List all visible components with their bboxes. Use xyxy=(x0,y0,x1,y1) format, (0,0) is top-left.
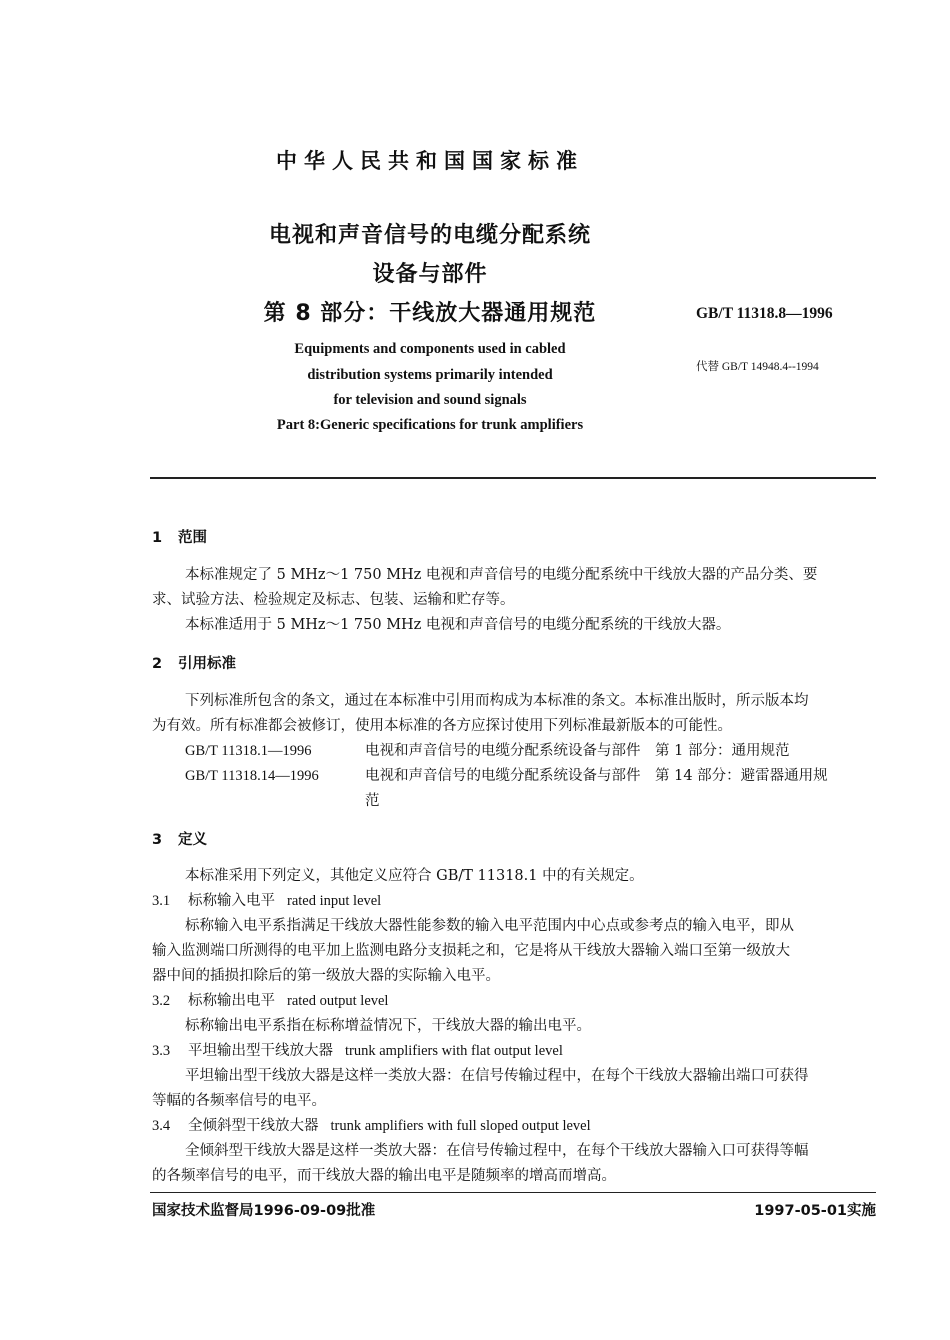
title-cn-line-2: 设备与部件 xyxy=(372,262,488,287)
definition-3-1-heading xyxy=(152,889,381,910)
definition-term-en: rated output level xyxy=(287,993,389,1009)
definition-3-2-heading xyxy=(152,989,388,1010)
effective-date: 1997-05-01实施 xyxy=(754,1203,876,1219)
definition-number: 3.4 xyxy=(152,1118,171,1134)
section-title: 定义 xyxy=(178,832,207,848)
definition-3-4-line1: 全倾斜型干线放大器是这样一类放大器：在信号传输过程中，在每个干线放大器输入口可获得等幅 xyxy=(185,1143,809,1159)
definition-3-4-line2: 的各频率信号的电平，而干线放大器的输出电平是随频率的增高而增高。 xyxy=(152,1168,616,1184)
reference-title: 电视和声音信号的电缆分配系统设备与部件 第 1 部分：通用规范 xyxy=(365,743,790,759)
title-cn-line-3: 第 8 部分：干线放大器通用规范 xyxy=(263,301,597,326)
reference-title: 电视和声音信号的电缆分配系统设备与部件 第 14 部分：避雷器通用规 xyxy=(365,768,828,784)
national-standard-heading: 中华人民共和国国家标准 xyxy=(276,149,584,173)
reference-code: GB/T 11318.1—1996 xyxy=(185,743,312,759)
approval-date: 国家技术监督局1996-09-09批准 xyxy=(152,1203,376,1219)
section-1-heading xyxy=(152,526,207,547)
definition-term-en: trunk amplifiers with flat output level xyxy=(345,1043,563,1059)
standard-number: GB/T 11318.8—1996 xyxy=(696,305,833,322)
header-divider xyxy=(150,477,876,479)
definition-3-4-heading xyxy=(152,1114,591,1135)
definition-3-3-line1: 平坦输出型干线放大器是这样一类放大器：在信号传输过程中，在每个干线放大器输出端口可获得 xyxy=(185,1068,809,1084)
reference-item-2-continuation: 范 xyxy=(365,793,380,809)
definition-term: 全倾斜型干线放大器 xyxy=(188,1118,319,1134)
footer-divider xyxy=(150,1192,876,1193)
title-en-line-4: Part 8:Generic specifications for trunk amplifiers xyxy=(276,417,584,433)
reference-item-2 xyxy=(185,764,828,785)
section-number: 3 xyxy=(152,832,163,848)
definition-3-1-line1: 标称输入电平系指满足干线放大器性能参数的输入电平范围内中心点或参考点的输入电平，即从 xyxy=(185,918,794,934)
definition-number: 3.3 xyxy=(152,1043,171,1059)
title-en-line-1: Equipments and components used in cabled xyxy=(294,341,566,357)
definition-3-3-heading xyxy=(152,1039,563,1060)
section-number: 2 xyxy=(152,656,163,672)
replaces-note: 代替 GB/T 14948.4--1994 xyxy=(696,361,819,373)
reference-item-1 xyxy=(185,739,789,760)
definition-3-1-line3: 器中间的插损扣除后的第一级放大器的实际输入电平。 xyxy=(152,968,500,984)
s2-para1-line1: 下列标准所包含的条文，通过在本标准中引用而构成为本标准的条文。本标准出版时，所示版本均 xyxy=(185,693,809,709)
definition-3-2-line1: 标称输出电平系指在标称增益情况下，干线放大器的输出电平。 xyxy=(185,1018,591,1034)
title-en-line-3: for television and sound signals xyxy=(333,392,527,408)
s1-para2: 本标准适用于 5 MHz～1 750 MHz 电视和声音信号的电缆分配系统的干线放大器。 xyxy=(185,617,731,633)
definition-number: 3.1 xyxy=(152,893,171,909)
reference-code: GB/T 11318.14—1996 xyxy=(185,768,319,784)
definition-number: 3.2 xyxy=(152,993,171,1009)
s1-para1-line2: 求、试验方法、检验规定及标志、包装、运输和贮存等。 xyxy=(152,592,515,608)
definition-3-3-line2: 等幅的各频率信号的电平。 xyxy=(152,1093,326,1109)
section-2-heading xyxy=(152,652,236,673)
definition-term: 标称输出电平 xyxy=(188,993,275,1009)
title-en-line-2: distribution systems primarily intended xyxy=(307,367,553,383)
section-title: 范围 xyxy=(178,530,207,546)
definition-term: 标称输入电平 xyxy=(188,893,275,909)
section-title: 引用标准 xyxy=(178,656,236,672)
section-number: 1 xyxy=(152,530,163,546)
s3-intro: 本标准采用下列定义，其他定义应符合 GB/T 11318.1 中的有关规定。 xyxy=(185,868,644,884)
s2-para1-line2: 为有效。所有标准都会被修订，使用本标准的各方应探讨使用下列标准最新版本的可能性。 xyxy=(152,718,732,734)
definition-3-1-line2: 输入监测端口所测得的电平加上监测电路分支损耗之和，它是将从干线放大器输入端口至第一级放大 xyxy=(152,943,790,959)
title-cn-line-1: 电视和声音信号的电缆分配系统 xyxy=(268,223,591,248)
section-3-heading xyxy=(152,828,207,849)
definition-term: 平坦输出型干线放大器 xyxy=(188,1043,333,1059)
definition-term-en: trunk amplifiers with full sloped output level xyxy=(330,1118,591,1134)
s1-para1-line1: 本标准规定了 5 MHz～1 750 MHz 电视和声音信号的电缆分配系统中干线放大器的产品分类、要 xyxy=(185,567,818,583)
definition-term-en: rated input level xyxy=(287,893,382,909)
